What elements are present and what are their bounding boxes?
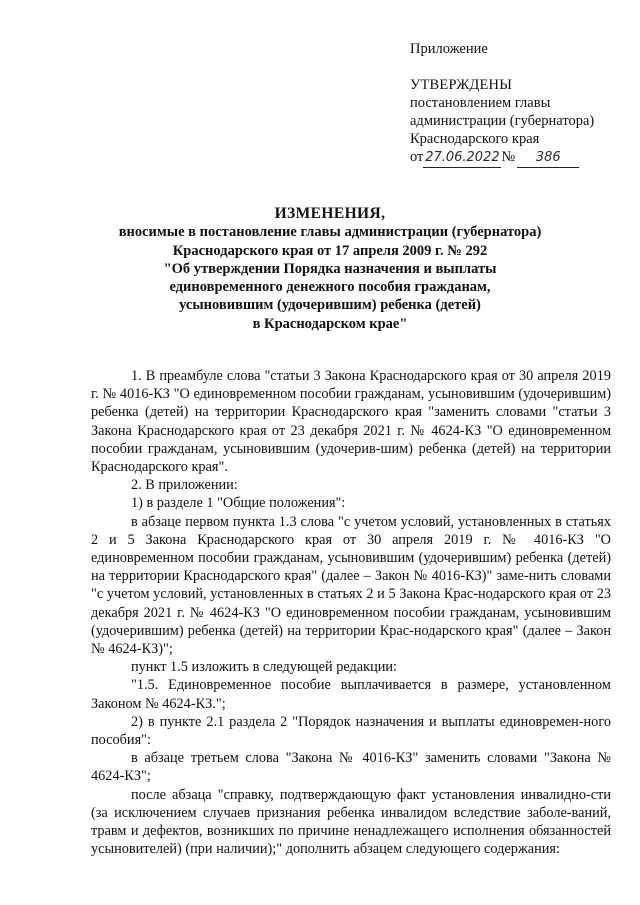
document-body [91,367,611,858]
title-line: в Краснодарском крае" [252,315,408,332]
approval-date: 27.06.2022 [423,149,501,168]
approval-date-line [410,148,620,168]
body-paragraph: 2. В приложении: [131,477,238,494]
approval-line: администрации (губернатора) [410,113,595,129]
title-line: усыновившим (удочерившим) ребенка (детей) [179,297,481,314]
approval-block [410,40,620,168]
body-paragraph: после абзаца "справку, подтверждающую факт установления инвалидно-сти (за исключением случаев признания ребенка инвалидом вследствие заболе-ваний, травм и дефектов, возникших по причине ненадлежащего исполнения обязанностей усыновителей) (при наличии);" дополнить абзацем следующего содержания: [91,786,611,858]
appendix-label: Приложение [410,41,488,57]
document-title [110,205,550,333]
body-paragraph: 1. В преамбуле слова "статьи 3 Закона Краснодарского края от 30 апреля 2019 г. № 4016-КЗ "О единовременном пособии гражданам, усыновившим (удочерившим) ребенка (детей) на территории Краснодарского края "заменить словами "статьи 3 Закона Краснодарского края от 23 декабря 2021 г. № 4624-КЗ "О единовременном пособии гражданам, усыновившим (удочерив-шим) ребенка (детей) на территории Краснодарского края". [91,368,611,476]
approval-number: 386 [517,149,579,168]
approved-label: УТВЕРЖДЕНЫ [410,77,513,93]
body-paragraph: 2) в пункте 2.1 раздела 2 "Порядок назначения и выплаты единовремен-ного пособия": [91,713,611,749]
body-paragraph: 1) в разделе 1 "Общие положения": [131,495,346,512]
title-line: "Об утверждении Порядка назначения и выплаты [163,260,497,277]
title-line: вносимые в постановление главы администрации (губернатора) [118,224,542,241]
body-paragraph: "1.5. Единовременное пособие выплачивается в размере, установленном Законом № 4624-КЗ."; [91,677,611,712]
body-paragraph: в абзаце третьем слова "Закона № 4016-КЗ" заменить словами "Закона № 4624-КЗ"; [91,750,611,785]
number-prefix: № [501,149,516,165]
date-prefix: от [410,149,424,165]
title-line: единовременного денежного пособия гражданам, [169,279,491,296]
title-line: Краснодарского края от 17 апреля 2009 г. № 292 [172,242,488,259]
body-paragraph: в абзаце первом пункта 1.3 слова "с учетом условий, установленных в статьях 2 и 5 Закона Краснодарского края от 30 апреля 2019 г. № 4016-КЗ "О единовременном пособии гражданам, усыновившим (удочерившим) ребенка (детей) на территории Краснодарского края" (далее – Закон № 4016-КЗ)" заме-нить словами "с учетом условий, установленных в статьях 2 и 5 Закона Крас-нодарского края от 23 декабря 2021 г. № 4624-КЗ "О единовременном пособии гражданам, усыновившим (удочерившим) ребенка (детей) на территории Крас-нодарского края" (далее – Закон № 4624-КЗ)"; [91,513,611,658]
approval-line: Краснодарского края [410,131,540,147]
title-heading: ИЗМЕНЕНИЯ, [274,205,386,222]
approval-line: постановлением главы [410,95,551,111]
body-paragraph: пункт 1.5 изложить в следующей редакции: [131,659,398,676]
